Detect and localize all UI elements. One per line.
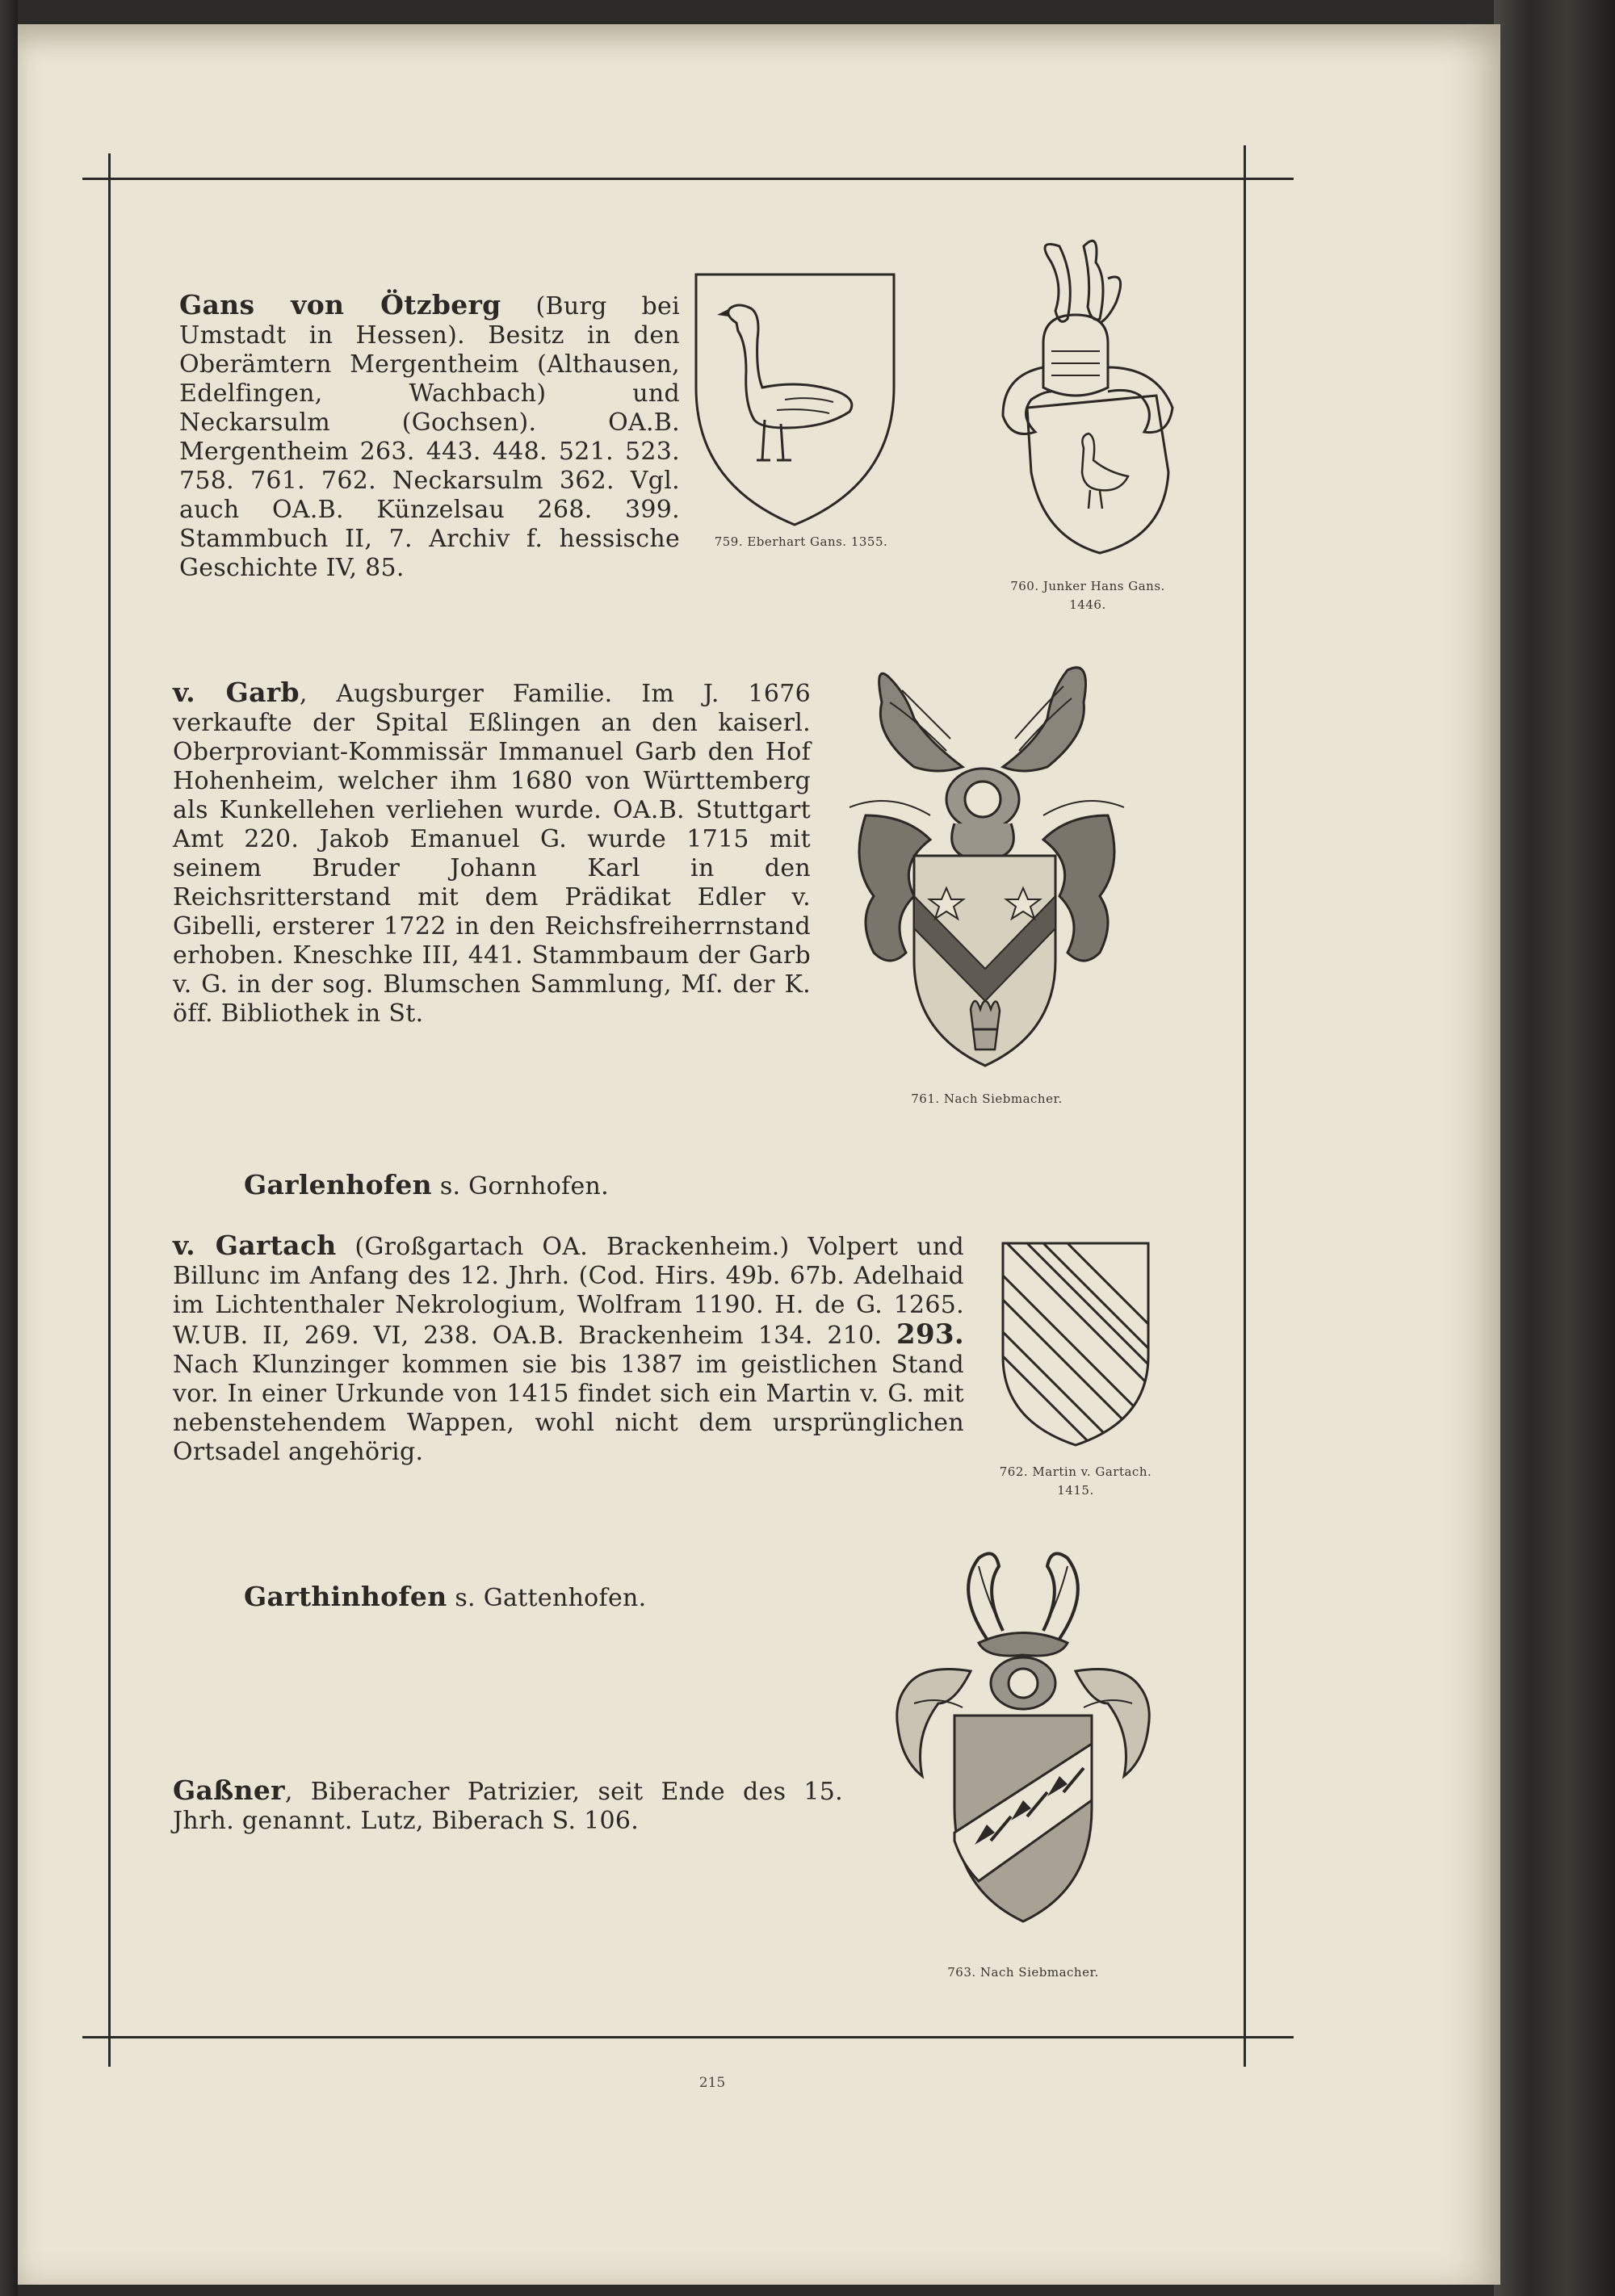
entry-heading: Gans von Ötzberg: [179, 289, 501, 321]
entry-garlenhofen: [244, 1171, 809, 1201]
entry-gassner: [173, 1776, 843, 1836]
book-page: [18, 24, 1500, 2285]
page-number: 215: [698, 2075, 726, 2091]
coat-of-arms-761: [841, 654, 1132, 1082]
entry-heading: Gaßner: [173, 1774, 285, 1806]
entry-gartach: [173, 1231, 964, 1467]
caption-761: 761. Nach Siebmacher.: [911, 1091, 1063, 1106]
entry-body-continued: Nach Klunzinger kommen sie bis 1387 im geistlichen Stand vor. In einer Urkunde von 1415 findet sich ein Martin v. G. mit nebenstehendem Wappen, wohl nicht dem ursprünglichen Ortsadel angehörig.: [173, 1351, 964, 1466]
book-cover-edge: [1494, 0, 1615, 2296]
coat-of-arms-760: [987, 230, 1197, 585]
coat-of-arms-762: [995, 1235, 1156, 1453]
entry-gans: [179, 291, 680, 583]
entry-garb: [173, 678, 811, 1029]
entry-heading: v. Garb: [173, 677, 300, 708]
entry-body: , Biberacher Patrizier, seit Ende des 15. Jhrh. genannt. Lutz, Biberach S. 106.: [173, 1778, 843, 1835]
entry-body: , Augsburger Familie. Im J. 1676 verkaufte der Spital Eßlingen an den kaiserl. Oberproviant-Kommissär Immanuel Garb den Hof Hohenheim, welcher ihm 1680 von Württemberg als Kunkellehen verliehen wurde. OA.B. Stuttgart Amt 220. Jakob Emanuel G. wurde 1715 mit seinem Bruder Johann Karl in den Reichsritterstand mit dem Prädikat Edler v. Gibelli, ersterer 1722 in den Reichsfreiherrnstand erhoben. Kneschke III, 441. Stammbaum der Garb v. G. in der sog. Blumschen Sammlung, Mſ. der K. öff. Bibliothek in St.: [173, 680, 811, 1028]
entry-heading: Garlenhofen: [244, 1169, 432, 1200]
entry-body: (Großgartach OA. Brackenheim.) Volpert und Billunc im Anfang des 12. Jhrh. (Cod. Hirs. 49b. 67b. Adelhaid im Lichtenthaler Nekrologium, Wolfram 1190. H. de G. 1265. W.UB. II, 269. VI, 238. OA.B. Brackenheim 134. 210.: [173, 1233, 965, 1350]
coat-of-arms-763: [890, 1542, 1156, 1962]
entry-heading: Garthinhofen: [244, 1581, 447, 1612]
entry-body: s. Gattenhofen.: [455, 1584, 647, 1612]
entry-body: (Burg bei Umstadt in Hessen). Besitz in den Oberämtern Mergentheim (Althausen, Edelfingen, Wachbach) und Neckarsulm (Gochsen). OA.B. Mergentheim 263. 443. 448. 521. 523. 758. 761. 762. Neckarsulm 362. Vgl. auch OA.B. Künzelsau 268. 399. Stammbuch II, 7. Archiv f. hessische Geschichte IV, 85.: [179, 292, 680, 582]
entry-bold-number: 293.: [896, 1318, 964, 1351]
entry-heading: v. Gartach: [173, 1230, 337, 1261]
frame-bottom-rule: [82, 2036, 1294, 2038]
caption-759: 759. Eberhart Gans. 1355.: [714, 534, 888, 549]
caption-762-line2: 1415.: [1057, 1483, 1094, 1498]
coat-of-arms-759: [688, 266, 906, 533]
caption-762-line1: 762. Martin v. Gartach.: [999, 1464, 1152, 1479]
caption-760-line1: 760. Junker Hans Gans.: [1010, 579, 1165, 593]
frame-right-rule: [1244, 145, 1246, 2067]
book-left-edge: [0, 0, 18, 2296]
caption-763: 763. Nach Siebmacher.: [947, 1965, 1099, 1980]
entry-garthinhofen: [244, 1582, 809, 1613]
frame-top-rule: [82, 178, 1294, 180]
entry-body: s. Gornhofen.: [439, 1172, 609, 1200]
caption-760-line2: 1446.: [1069, 597, 1106, 612]
frame-left-rule: [108, 153, 111, 2067]
